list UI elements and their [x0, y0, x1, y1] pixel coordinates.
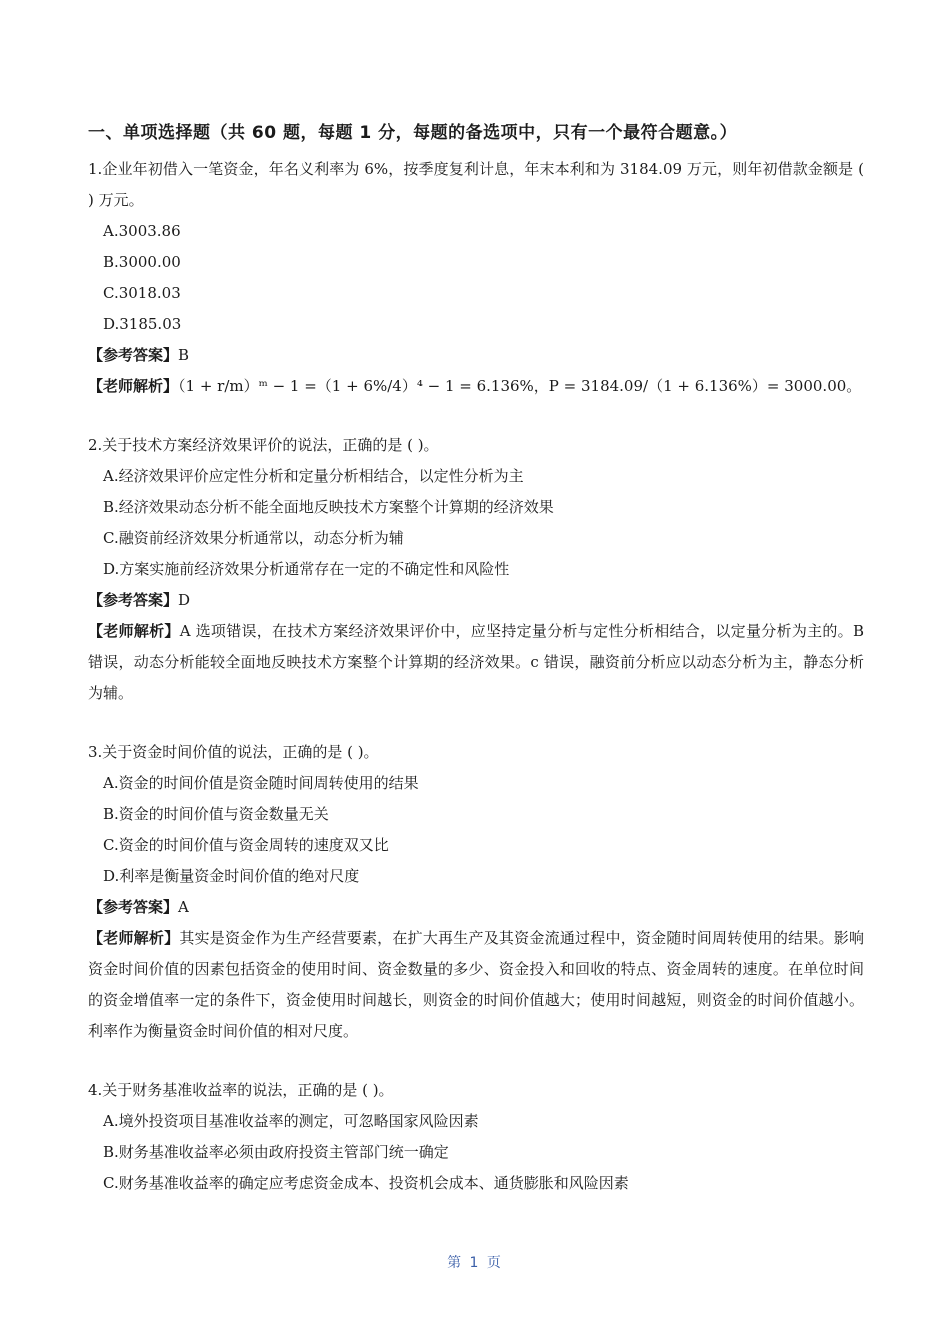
page-number: 第 1 页 [447, 1255, 503, 1271]
option-c: C.财务基准收益率的确定应考虑资金成本、投资机会成本、通货膨胀和风险因素 [103, 1174, 629, 1192]
question-3 [88, 737, 864, 1047]
question-list [88, 154, 864, 1227]
question-4 [88, 1075, 864, 1199]
option-c: C.资金的时间价值与资金周转的速度双又比 [103, 836, 389, 854]
option-a: A.经济效果评价应定性分析和定量分析相结合，以定性分析为主 [103, 467, 524, 485]
question-1 [88, 154, 864, 402]
question-stem: 3.关于资金时间价值的说法，正确的是 ( )。 [88, 743, 379, 761]
option-b: B.财务基准收益率必须由政府投资主管部门统一确定 [103, 1143, 449, 1161]
option-a: A.资金的时间价值是资金随时间周转使用的结果 [103, 774, 419, 792]
answer-line [88, 585, 864, 616]
question-stem: 2.关于技术方案经济效果评价的说法，正确的是 ( )。 [88, 436, 439, 454]
section-title: 一、单项选择题（共 60 题，每题 1 分，每题的备选项中，只有一个最符合题意。） [88, 123, 738, 143]
question-2 [88, 430, 864, 709]
analysis-line [88, 616, 864, 709]
answer-label: 【参考答案】 [88, 898, 179, 916]
answer-label: 【参考答案】 [88, 591, 179, 609]
option-a: A.3003.86 [103, 222, 181, 240]
answer-value: D [178, 591, 191, 609]
answer-value: B [178, 346, 190, 364]
answer-value: A [178, 898, 189, 916]
option-b: B.3000.00 [103, 253, 181, 271]
answer-line [88, 892, 864, 923]
analysis-text: （1 + r/m）ᵐ − 1 =（1 + 6%/4）⁴ − 1 = 6.136%，P = 3184.09/（1 + 6.136%）= 3000.00。 [178, 377, 862, 395]
answer-line [88, 340, 864, 371]
analysis-label: 【老师解析】 [88, 377, 179, 395]
option-c: C.融资前经济效果分析通常以，动态分析为辅 [103, 529, 404, 547]
option-d: D.3185.03 [103, 315, 182, 333]
analysis-line [88, 923, 864, 1047]
option-a: A.境外投资项目基准收益率的测定，可忽略国家风险因素 [103, 1112, 479, 1130]
analysis-label: 【老师解析】 [88, 929, 180, 947]
option-d: D.利率是衡量资金时间价值的绝对尺度 [103, 867, 360, 885]
analysis-text: A 选项错误，在技术方案经济效果评价中，应坚持定量分析与定性分析相结合，以定量分析为主的。B 错误，动态分析能较全面地反映技术方案整个计算期的经济效果。c 错误，融资前分析应以动态分析为主，静态分析为辅。 [88, 622, 864, 702]
option-b: B.经济效果动态分析不能全面地反映技术方案整个计算期的经济效果 [103, 498, 554, 516]
option-c: C.3018.03 [103, 284, 181, 302]
option-b: B.资金的时间价值与资金数量无关 [103, 805, 329, 823]
analysis-label: 【老师解析】 [88, 622, 180, 640]
question-stem: 1.企业年初借入一笔资金，年名义利率为 6%，按季度复利计息，年末本利和为 3184.09 万元，则年初借款金额是 ( ) 万元。 [88, 160, 864, 209]
analysis-text: 其实是资金作为生产经营要素，在扩大再生产及其资金流通过程中，资金随时间周转使用的结果。影响资金时间价值的因素包括资金的使用时间、资金数量的多少、资金投入和回收的特点、资金周转的速度。在单位时间的资金增值率一定的条件下，资金使用时间越长，则资金的时间价值越大；使用时间越短，则资金的时间价值越小。利率作为衡量资金时间价值的相对尺度。 [88, 929, 864, 1040]
option-d: D.方案实施前经济效果分析通常存在一定的不确定性和风险性 [103, 560, 510, 578]
analysis-line [88, 371, 864, 402]
answer-label: 【参考答案】 [88, 346, 179, 364]
question-stem: 4.关于财务基准收益率的说法，正确的是 ( )。 [88, 1081, 394, 1099]
